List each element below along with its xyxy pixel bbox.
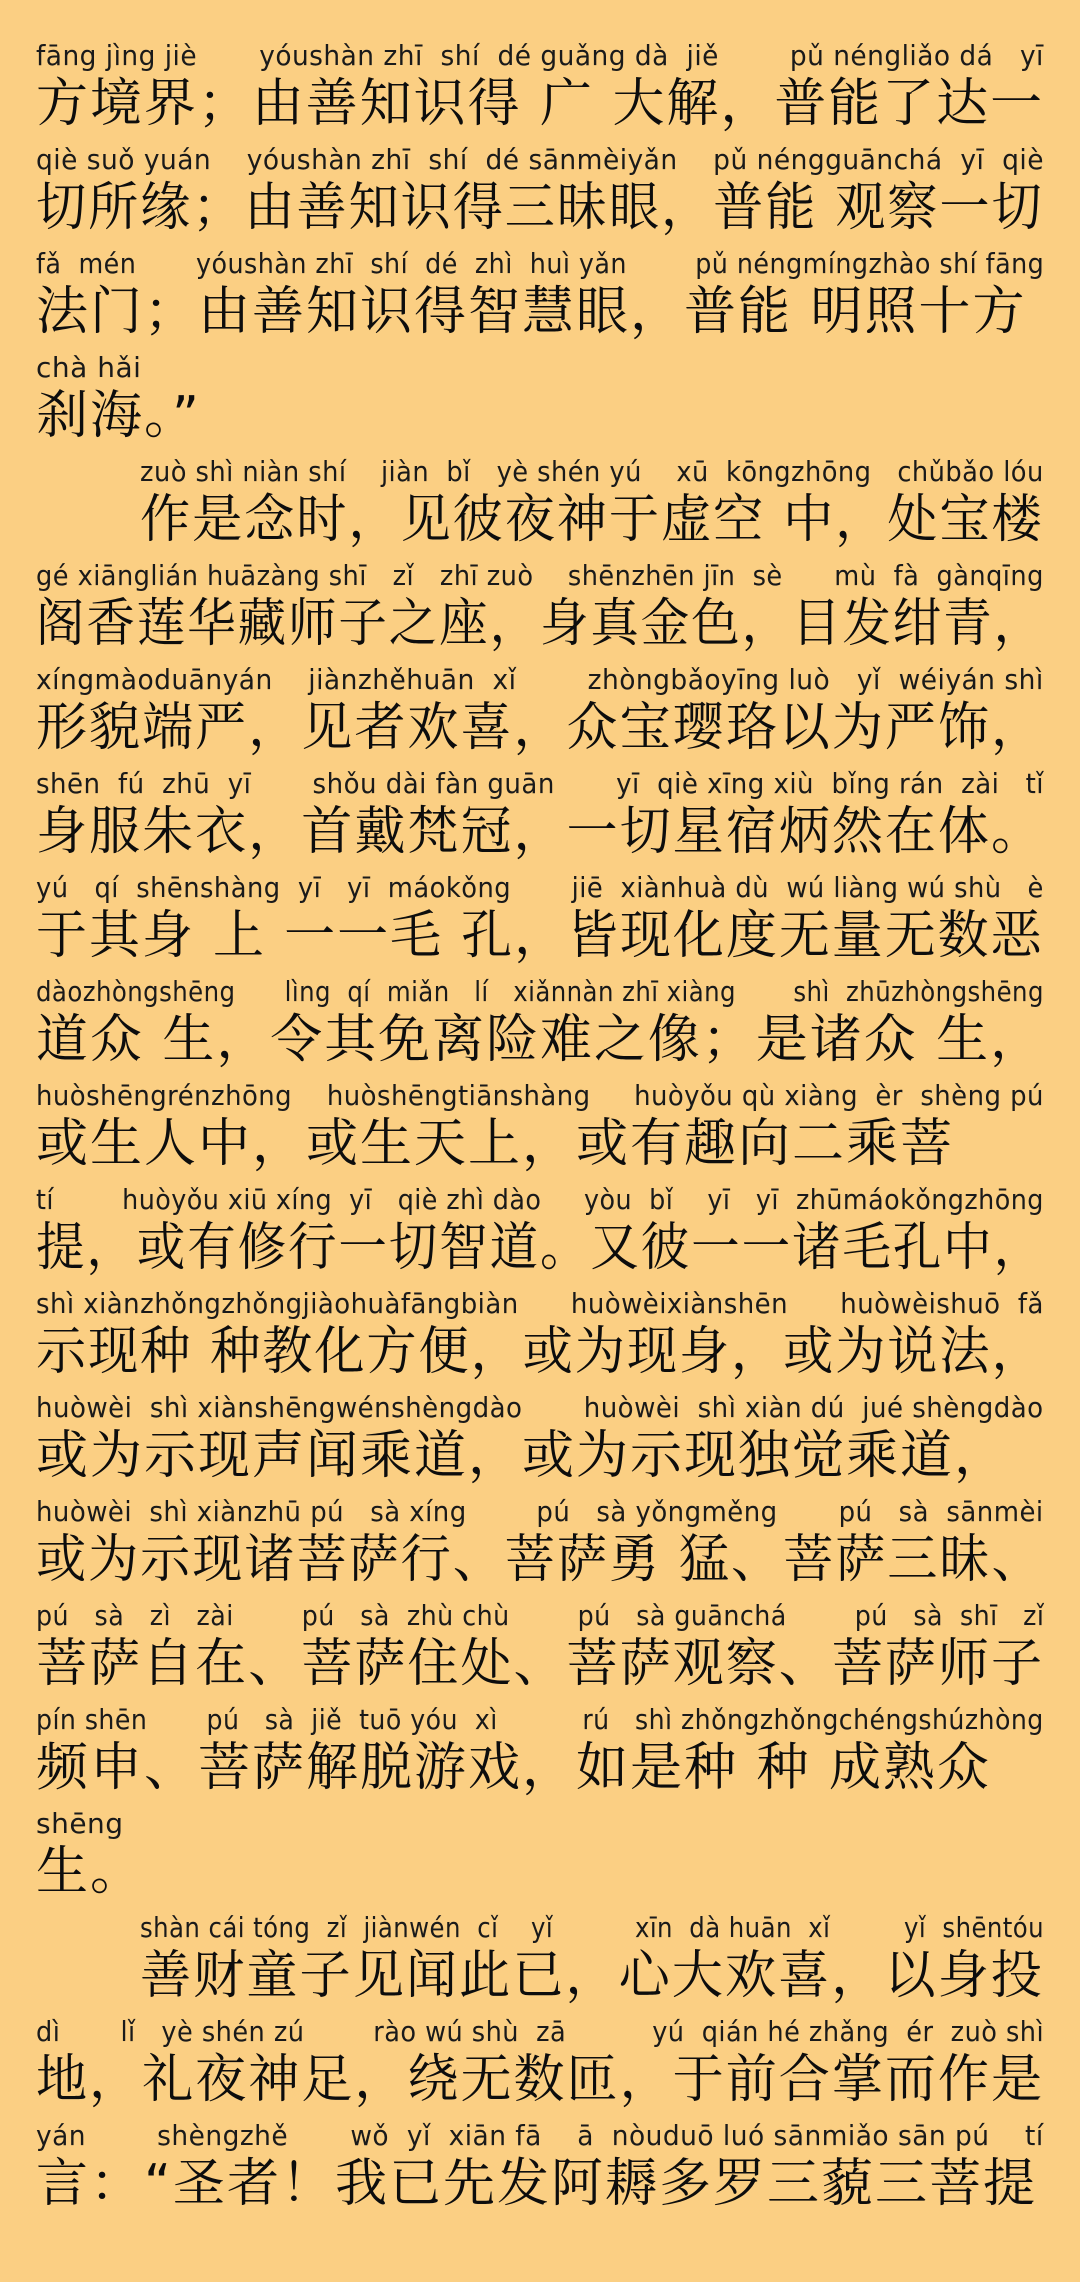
hanzi-row: 频申、菩萨解脱游戏，如是种 种 成熟众 bbox=[36, 1738, 992, 1798]
hanzi-row: 善财童子见闻此已，心大欢喜，以身投 bbox=[140, 1946, 1044, 2006]
text-line bbox=[36, 1704, 1044, 1808]
pinyin-row: yán shèngzhě wǒ yǐ xiān fā ā nòuduō luó sānmiǎo sān pú tí bbox=[36, 2120, 1044, 2152]
hanzi-row: 提，或有修行一切智道。又彼一一诸毛孔中， bbox=[36, 1218, 1044, 1278]
text-line bbox=[36, 768, 1044, 872]
hanzi-row: 生。 bbox=[36, 1842, 145, 1902]
text-line bbox=[36, 1080, 1044, 1184]
hanzi-row: 作是念时，见彼夜神于虚空 中，处宝楼 bbox=[140, 490, 1044, 550]
text-line bbox=[36, 1184, 1044, 1288]
pinyin-row: yú qí shēnshàng yī yī máokǒng jiē xiànhuà dù wú liàng wú shù è bbox=[36, 872, 1044, 904]
hanzi-row: 形貌端严，见者欢喜，众宝璎珞以为严饰， bbox=[36, 698, 1044, 758]
hanzi-row: 阁香莲华藏师子之座，身真金色，目发绀青， bbox=[36, 594, 1044, 654]
hanzi-row: 或为示现声闻乘道，或为示现独觉乘道， bbox=[36, 1426, 1009, 1486]
pinyin-row: pín shēn pú sà jiě tuō yóu xì rú shì zhǒngzhǒngchéngshúzhòng bbox=[36, 1704, 1044, 1736]
pinyin-row: qiè suǒ yuán yóushàn zhī shí dé sānmèiyǎn pǔ néngguānchá yī qiè bbox=[36, 144, 1044, 176]
hanzi-row: 或生人中，或生天上，或有趣向二乘菩 bbox=[36, 1114, 955, 1174]
pinyin-row: chà hǎi bbox=[36, 352, 142, 384]
text-line bbox=[36, 2120, 1044, 2224]
text-line bbox=[36, 1808, 1044, 1912]
pinyin-row: zuò shì niàn shí jiàn bǐ yè shén yú xū kōngzhōng chǔbǎo lóu bbox=[140, 456, 1044, 488]
hanzi-row: 言：“圣者！我已先发阿耨多罗三藐三菩提 bbox=[36, 2154, 1037, 2214]
pinyin-row: shēng bbox=[36, 1808, 124, 1840]
text-line bbox=[36, 352, 1044, 456]
text-line bbox=[36, 1912, 1044, 2016]
hanzi-row: 示现种 种教化方便，或为现身，或为说法， bbox=[36, 1322, 1044, 1382]
pinyin-row: shàn cái tóng zǐ jiànwén cǐ yǐ xīn dà huān xǐ yǐ shēntóu bbox=[140, 1912, 1044, 1944]
hanzi-row: 菩萨自在、菩萨住处、菩萨观察、菩萨师子 bbox=[36, 1634, 1044, 1694]
text-line bbox=[36, 1288, 1044, 1392]
pinyin-row: huòwèi shì xiànzhū pú sà xíng pú sà yǒngměng pú sà sānmèi bbox=[36, 1496, 1044, 1528]
text-line bbox=[36, 248, 1044, 352]
pinyin-row: xíngmàoduānyán jiànzhěhuān xǐ zhòngbǎoyīng luò yǐ wéiyán shì bbox=[36, 664, 1044, 696]
text-line bbox=[36, 872, 1044, 976]
text-line bbox=[36, 560, 1044, 664]
text-line bbox=[36, 2016, 1044, 2120]
hanzi-row: 方境界；由善知识得 广 大解，普能了达一 bbox=[36, 74, 1044, 134]
hanzi-row: 切所缘；由善知识得三昧眼，普能 观察一切 bbox=[36, 178, 1044, 238]
pinyin-row: tí huòyǒu xiū xíng yī qiè zhì dào yòu bǐ yī yī zhūmáokǒngzhōng bbox=[36, 1184, 1044, 1216]
hanzi-row: 法门；由善知识得智慧眼，普能 明照十方 bbox=[36, 282, 1027, 342]
pinyin-row: gé xiānglián huāzàng shī zǐ zhī zuò shēnzhēn jīn sè mù fà gànqīng bbox=[36, 560, 1044, 592]
text-body bbox=[36, 40, 1044, 2224]
text-line bbox=[36, 976, 1044, 1080]
pinyin-row: huòwèi shì xiànshēngwénshèngdào huòwèi shì xiàn dú jué shèngdào bbox=[36, 1392, 1044, 1424]
text-line bbox=[36, 40, 1044, 144]
hanzi-row: 地，礼夜神足，绕无数匝，于前合掌而作是 bbox=[36, 2050, 1044, 2110]
text-line bbox=[36, 456, 1044, 560]
pinyin-row: dàozhòngshēng lìng qí miǎn lí xiǎnnàn zhī xiàng shì zhūzhòngshēng bbox=[36, 976, 1044, 1008]
pinyin-row: fǎ mén yóushàn zhī shí dé zhì huì yǎn pǔ néngmíngzhào shí fāng bbox=[36, 248, 1044, 280]
text-line bbox=[36, 1600, 1044, 1704]
pinyin-row: pú sà zì zài pú sà zhù chù pú sà guānchá pú sà shī zǐ bbox=[36, 1600, 1044, 1632]
hanzi-row: 或为示现诸菩萨行、菩萨勇 猛、菩萨三昧、 bbox=[36, 1530, 1044, 1590]
pinyin-row: shēn fú zhū yī shǒu dài fàn guān yī qiè xīng xiù bǐng rán zài tǐ bbox=[36, 768, 1044, 800]
hanzi-row: 于其身 上 一一毛 孔，皆现化度无量无数恶 bbox=[36, 906, 1044, 966]
pinyin-row: shì xiànzhǒngzhǒngjiàohuàfāngbiàn huòwèixiànshēn huòwèishuō fǎ bbox=[36, 1288, 1044, 1320]
hanzi-row: 身服朱衣，首戴梵冠，一切星宿炳然在体。 bbox=[36, 802, 1044, 862]
text-line bbox=[36, 1496, 1044, 1600]
text-line bbox=[36, 664, 1044, 768]
pinyin-row: dì lǐ yè shén zú rào wú shù zā yú qián hé zhǎng ér zuò shì bbox=[36, 2016, 1044, 2048]
pinyin-row: huòshēngrénzhōng huòshēngtiānshàng huòyǒu qù xiàng èr shèng pú bbox=[36, 1080, 1044, 1112]
text-line bbox=[36, 1392, 1044, 1496]
pinyin-row: fāng jìng jiè yóushàn zhī shí dé guǎng dà jiě pǔ néngliǎo dá yī bbox=[36, 40, 1044, 72]
text-line bbox=[36, 144, 1044, 248]
hanzi-row: 刹海。” bbox=[36, 386, 201, 446]
hanzi-row: 道众 生，令其免离险难之像；是诸众 生， bbox=[36, 1010, 1044, 1070]
